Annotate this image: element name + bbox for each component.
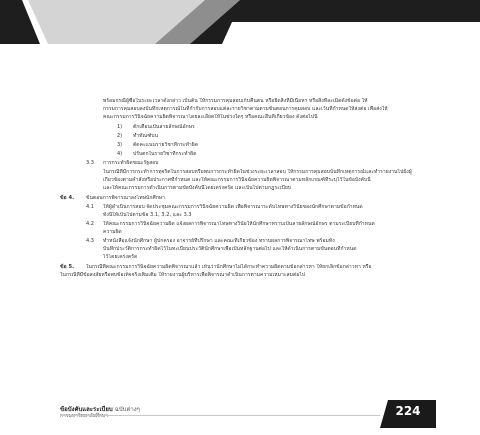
paragraph-line: เกี่ยวข้องตามคำสั่งหรือประกาศที่กำหนด และให้คณะกรรมการวินิจฉัยความผิดพิจารณาตามหลักเกณฑ์ที่ระบุไว้ในข้อบังคับนี้ (103, 177, 371, 183)
page-number: 224 (395, 404, 421, 418)
paragraph-line: ในกรณีที่คณะกรรมการวินิจฉัยความผิดพิจารณาแล้ว เห็นว่านักศึกษาไม่ได้กระทำความผิดตามข้อกล่าวหา ให้ยกเลิกข้อกล่าวหา หรือ (86, 264, 372, 270)
list-number: 2) (117, 133, 123, 139)
paragraph-line: ให้ผู้ดำเนินการสอบ จัดประชุมคณะกรรมการวินิจฉัยความผิด เพื่อพิจารณาระดับโทษทางวินัยของนักศึกษาตามข้อกำหนด (103, 204, 363, 210)
paragraph-line: ทั้งนี้ให้เป็นไปตามข้อ 3.1, 3.2, และ 3.3 (103, 212, 192, 218)
footer-divider (60, 415, 380, 416)
section-number: 4.1 (86, 204, 94, 210)
section-title: การกระทำผิดขณะรัฐสอบ (103, 160, 159, 166)
list-item: ตัดคะแนนรายวิชาที่กระทำผิด (133, 142, 198, 148)
footer-title-main: ข้อบังคับและระเบียบ (60, 406, 113, 413)
paragraph-line: คณะกรรมการวินิจฉัยความผิดพิจารณาโดยละเอียดให้ในช่วงใดๆ หรือคณะอื่นที่เกี่ยวข้อง ดังต่อไปนี้ (103, 114, 318, 120)
clause-label: ข้อ 4. (60, 195, 75, 201)
list-number: 4) (117, 151, 123, 157)
paragraph-line: และให้คณะกรรมการดำเนินการตามข้อบังคับนี้โดยเคร่งครัด และเป็นไปตามกฎระเบียบ (103, 185, 292, 191)
footer-subtitle: การมหาวิทยาลัยศึกษา (60, 413, 109, 419)
paragraph-line: ให้คณะกรรมการวินิจฉัยความผิด แจ้งผลการพิจารณาโทษทางวินัยให้นักศึกษาทราบเป็นลายลักษณ์อักษร ตามระเบียบที่กำหนด (103, 221, 375, 227)
clause-title: ขั้นตอนการพิจารณาลงโทษนักศึกษา (86, 195, 165, 201)
clause-label: ข้อ 5. (60, 264, 75, 270)
section-number: 4.3 (86, 238, 94, 244)
section-number: 4.2 (86, 221, 94, 227)
header-band-black (190, 0, 480, 44)
paragraph-line: ทำหนังสือแจ้งนักศึกษา ผู้ปกครอง อาจารย์ที่ปรึกษา และคณะที่เกี่ยวข้อง ทราบผลการพิจารณาโทษ พร้อมทั้ง (103, 238, 335, 244)
list-item: ทำทัณฑ์บน (133, 133, 159, 139)
paragraph-line: กรรมการคุมสอบลงบันทึกเหตุการณ์ในที่กำกับการสอบแต่ละรายวิชาตามตามขั้นตอนการคุมสอบ และเว้นที่กำหนดให้ส่งต่อ เพื่อส่งให้ (103, 106, 388, 112)
paragraph-line: ในกรณีที่มีการกระทำการทุจริตในการสอบหรือพบการกระทำผิดในช่วงระยะเวลาสอบ ให้กรรมการคุมสอบบันทึกเหตุการณ์และทำรายงานไปยังผู้ (103, 169, 412, 175)
footer-title-suffix: ฉบับต่างๆ (114, 406, 140, 413)
list-item: ปรับตกในรายวิชาที่กระทำผิด (133, 151, 197, 157)
paragraph-line: พร้อมกรณีผู้ซื้อในระยะเวลาดังกล่าว เป็นต้น ให้กรรมการคุมสอบเก็บคืนตน หรือยึดสิ่งที่มีเนื้อหา หรือสิ่งที่ละเมิดดังข้อต่อ ให้ (103, 98, 368, 104)
paragraph-line: ความผิด (103, 229, 122, 235)
list-number: 3) (117, 142, 123, 148)
paragraph-line: ไว้โดยเคร่งครัด (103, 254, 138, 260)
list-item: ตักเตือนเป็นลายลักษณ์อักษร (133, 124, 195, 130)
header-decorative-band (0, 0, 480, 44)
list-number: 1) (117, 124, 123, 130)
paragraph-line: ในกรณีที่มีข้อสงสัยหรือพบข้อเท็จจริงเพิ่มเติม ให้รายงานผู้บริหารเพื่อพิจารณาดำเนินการตามความเหมาะสมต่อไป (60, 272, 306, 278)
section-number: 3.3 (86, 160, 94, 166)
paragraph-line: บันทึกประวัติการกระทำผิดไว้ในทะเบียนประวัตินักศึกษาเพื่อเป็นหลักฐานต่อไป และให้ดำเนินการตามขั้นตอนที่กำหนด (103, 246, 357, 252)
